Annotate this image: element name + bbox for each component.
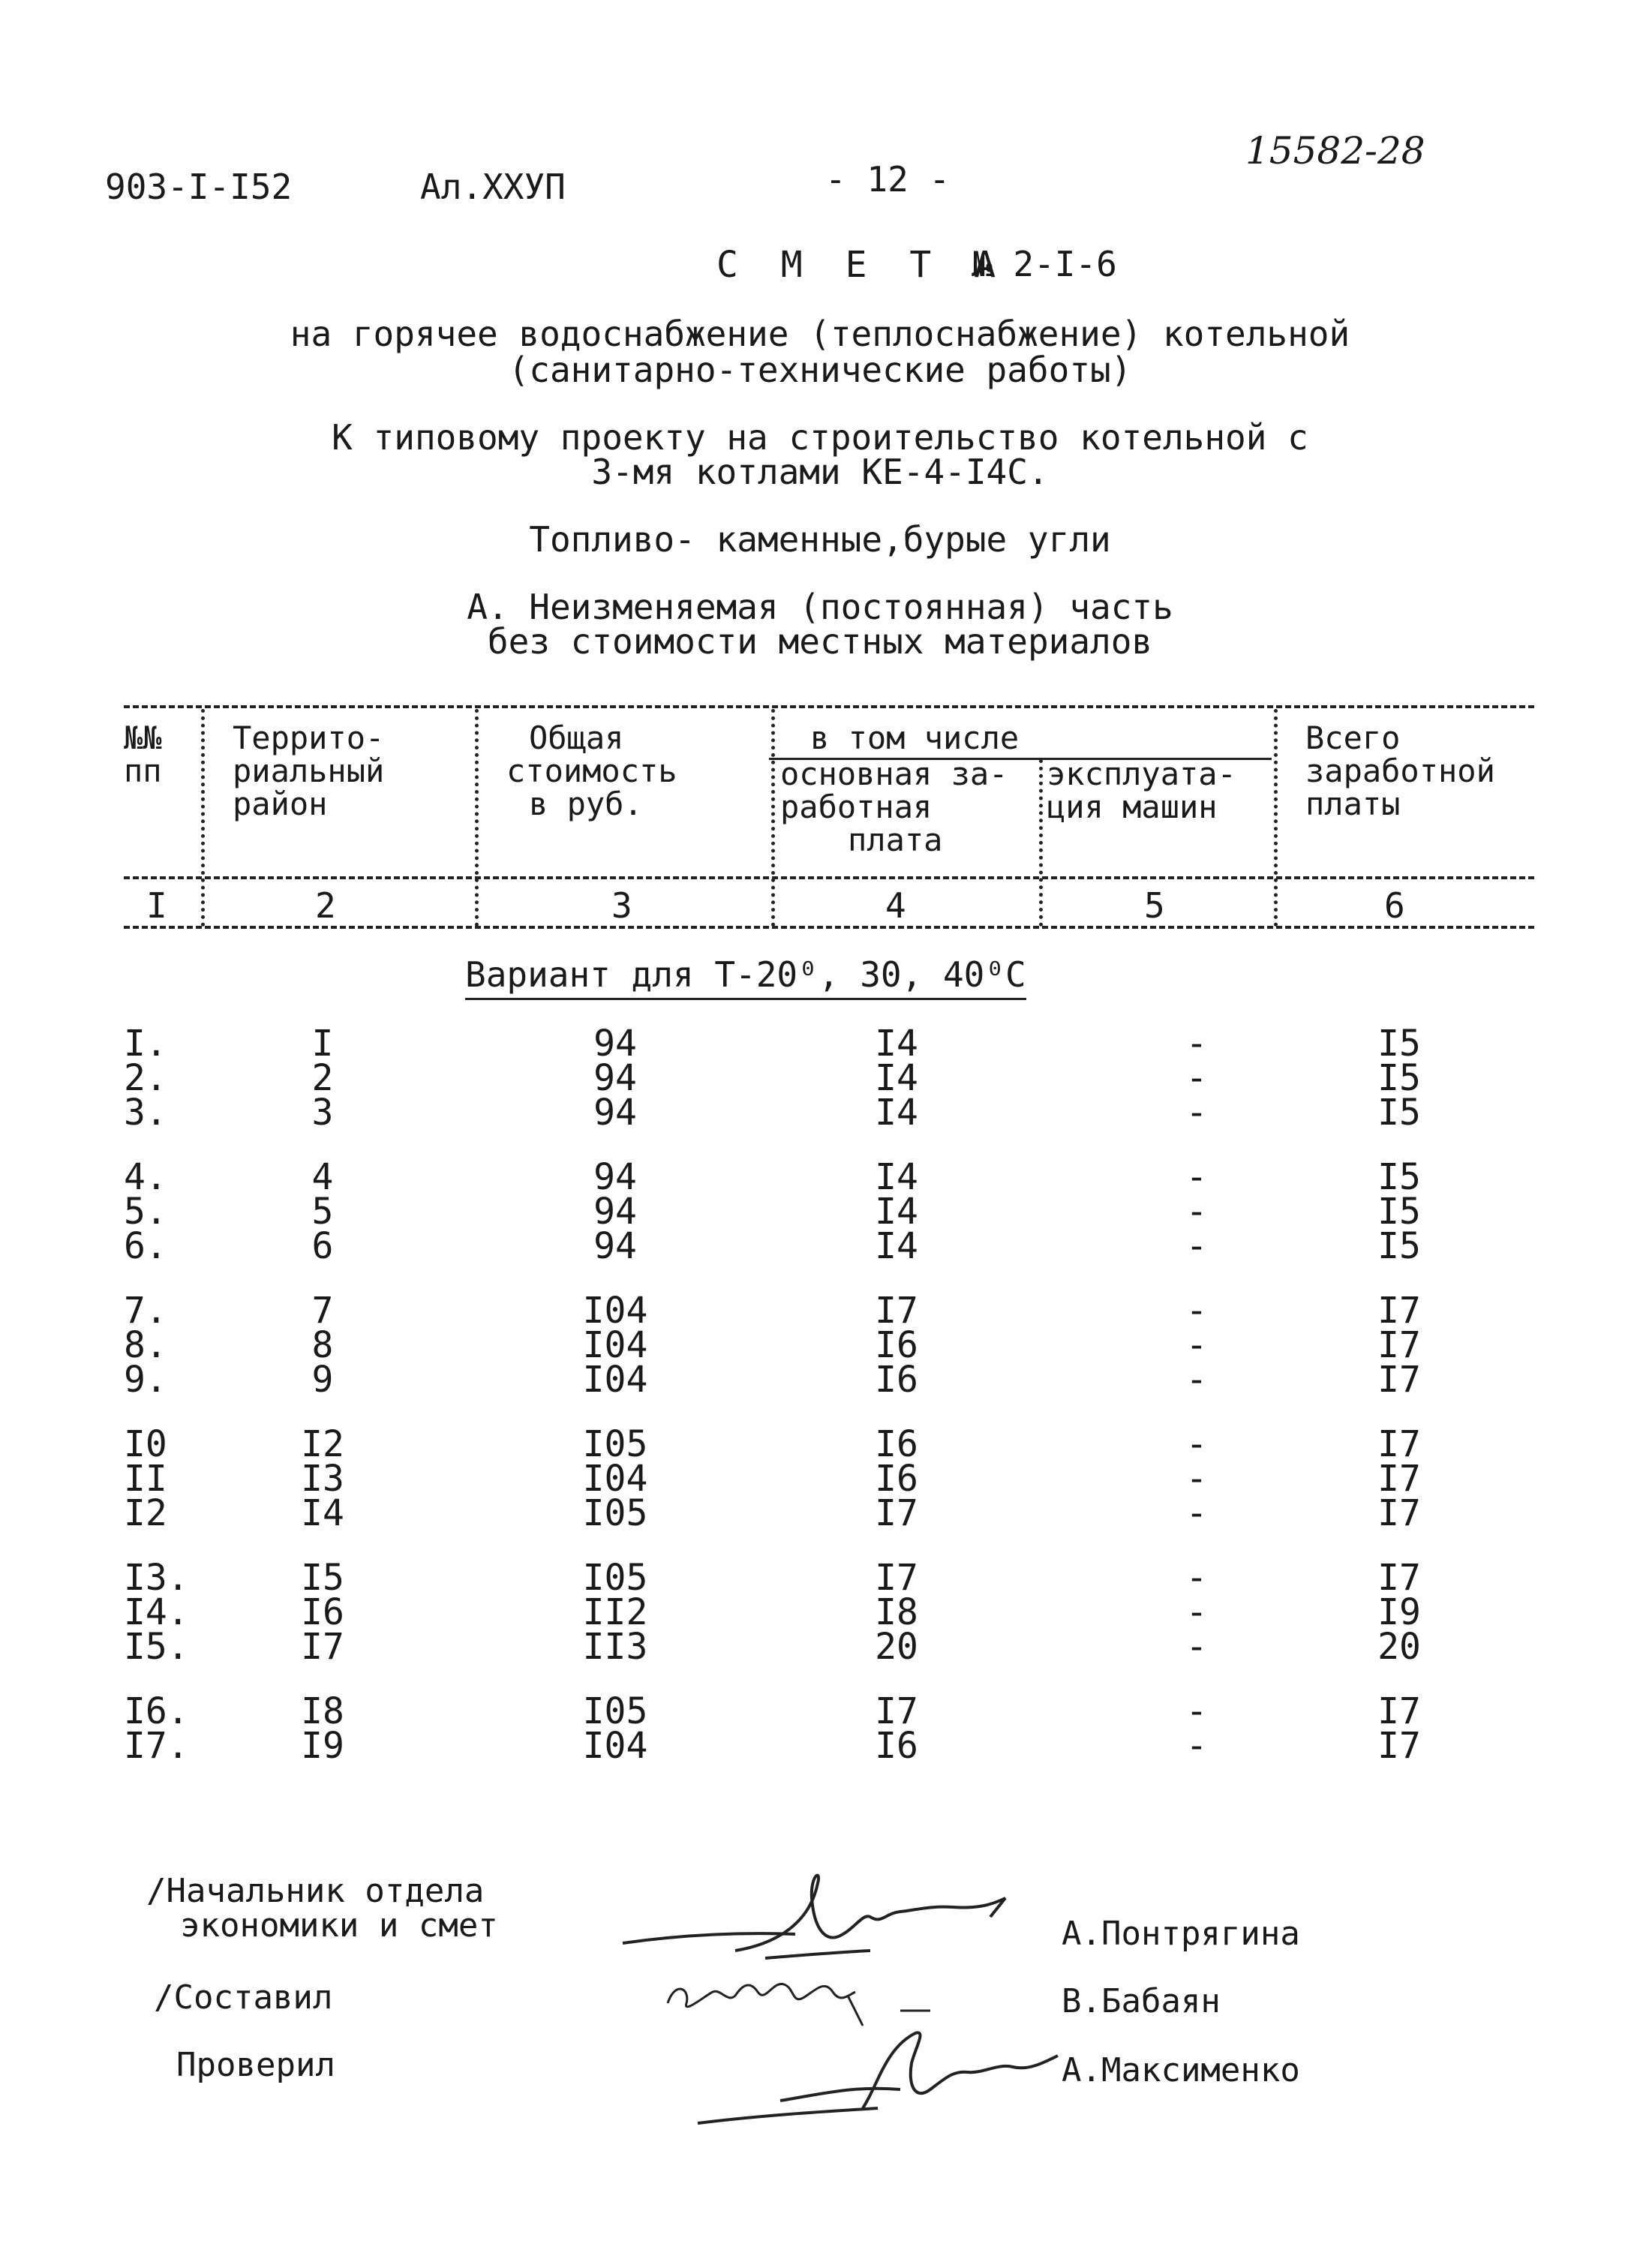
- cell-territorial-region: I7: [301, 1626, 344, 1668]
- fuel-type: Топливо- каменные,бурые угли: [529, 519, 1111, 560]
- cell-base-wages: I4: [875, 1225, 918, 1267]
- cell-territorial-region: 4: [311, 1156, 334, 1198]
- cell-base-wages: I6: [875, 1725, 918, 1767]
- cell-total-cost: 94: [593, 1191, 637, 1233]
- column-divider-2: [475, 709, 479, 927]
- cell-total-wages: I5: [1377, 1057, 1421, 1099]
- column-number-4: 4: [885, 885, 906, 926]
- part-title-line-1: А. Неизменяемая (постоянная) часть: [467, 587, 1173, 627]
- cell-machine-operation: -: [1185, 1591, 1208, 1633]
- cell-machine-operation: -: [1185, 1492, 1208, 1534]
- head-of-department-name: А.Понтрягина: [1062, 1915, 1300, 1953]
- cell-base-wages: I4: [875, 1191, 918, 1233]
- cell-row-number: I.: [124, 1023, 167, 1065]
- head-of-department-label: /Начальник отдела экономики и смет: [146, 1872, 498, 1945]
- description-line-1: на горячее водоснабжение (теплоснабжение) котельной: [290, 314, 1350, 354]
- cell-machine-operation: -: [1185, 1156, 1208, 1198]
- column-divider-5: [1274, 709, 1278, 927]
- cell-base-wages: I7: [875, 1290, 918, 1332]
- cell-total-cost: I04: [582, 1359, 648, 1401]
- signature-checker: [690, 2018, 1065, 2138]
- cell-total-cost: I04: [582, 1725, 648, 1767]
- header-total-wages: Всего заработной платы: [1305, 719, 1495, 822]
- cell-row-number: 7.: [124, 1290, 167, 1332]
- cell-row-number: II: [124, 1458, 167, 1500]
- cell-total-cost: I05: [582, 1557, 648, 1599]
- cell-base-wages: I6: [875, 1324, 918, 1366]
- cell-base-wages: I4: [875, 1023, 918, 1065]
- cell-territorial-region: I: [311, 1023, 334, 1065]
- cell-machine-operation: -: [1185, 1092, 1208, 1134]
- header-territorial-region: Террито- риальный район: [233, 719, 385, 822]
- cell-total-wages: I7: [1377, 1359, 1421, 1401]
- cell-total-wages: I9: [1377, 1591, 1421, 1633]
- header-row-number: №№ пп: [124, 719, 162, 789]
- column-number-3: 3: [611, 885, 632, 926]
- cell-territorial-region: I5: [301, 1557, 344, 1599]
- cell-machine-operation: -: [1185, 1225, 1208, 1267]
- cell-machine-operation: -: [1185, 1324, 1208, 1366]
- header-machine-operation: эксплуата- ция машин: [1047, 755, 1236, 825]
- cell-total-wages: I7: [1377, 1690, 1421, 1732]
- archive-number: 15582-28: [1245, 129, 1425, 173]
- cell-total-cost: I05: [582, 1423, 648, 1465]
- checked-by-name: А.Максименко: [1062, 2051, 1300, 2089]
- checked-by-label: Проверил: [176, 2046, 335, 2084]
- cell-row-number: 3.: [124, 1092, 167, 1134]
- cell-row-number: I5.: [124, 1626, 189, 1668]
- cell-total-cost: I04: [582, 1290, 648, 1332]
- cell-total-wages: I5: [1377, 1225, 1421, 1267]
- cell-row-number: I3.: [124, 1557, 189, 1599]
- column-divider-1: [201, 709, 205, 927]
- cell-total-cost: 94: [593, 1092, 637, 1134]
- cell-total-cost: 94: [593, 1023, 637, 1065]
- estimate-number: № 2-I-6: [972, 244, 1117, 284]
- cell-total-cost: 94: [593, 1156, 637, 1198]
- column-divider-4: [1039, 759, 1043, 927]
- cell-total-cost: 94: [593, 1225, 637, 1267]
- cell-total-wages: I7: [1377, 1324, 1421, 1366]
- cell-base-wages: I6: [875, 1423, 918, 1465]
- cell-total-wages: I7: [1377, 1557, 1421, 1599]
- compiled-by-label: /Составил: [154, 1978, 333, 2017]
- cell-territorial-region: 7: [311, 1290, 334, 1332]
- cell-base-wages: I4: [875, 1156, 918, 1198]
- cell-territorial-region: 2: [311, 1057, 334, 1099]
- cell-row-number: I7.: [124, 1725, 189, 1767]
- cell-total-cost: I04: [582, 1458, 648, 1500]
- cell-base-wages: I6: [875, 1359, 918, 1401]
- cell-territorial-region: I4: [301, 1492, 344, 1534]
- cell-base-wages: I7: [875, 1557, 918, 1599]
- cell-territorial-region: 5: [311, 1191, 334, 1233]
- page-number: - 12 -: [825, 159, 951, 200]
- cell-total-cost: I04: [582, 1324, 648, 1366]
- header-including: в том числе: [810, 719, 1020, 756]
- header-total-cost: Общая стоимость в руб.: [506, 719, 677, 822]
- album-label: Ал.ХХУП: [420, 167, 566, 207]
- cell-machine-operation: -: [1185, 1557, 1208, 1599]
- cell-row-number: I2: [124, 1492, 167, 1534]
- cell-machine-operation: -: [1185, 1458, 1208, 1500]
- cell-total-wages: 20: [1377, 1626, 1421, 1668]
- cell-base-wages: 20: [875, 1626, 918, 1668]
- cell-base-wages: I7: [875, 1690, 918, 1732]
- cell-row-number: 2.: [124, 1057, 167, 1099]
- cell-territorial-region: 6: [311, 1225, 334, 1267]
- cell-machine-operation: -: [1185, 1423, 1208, 1465]
- description-line-3: К типовому проекту на строительство котельной с: [332, 417, 1308, 458]
- variant-heading: Вариант для Т-20⁰, 30, 40⁰С: [465, 954, 1026, 995]
- part-title-line-2: без стоимости местных материалов: [487, 621, 1153, 662]
- cell-machine-operation: -: [1185, 1690, 1208, 1732]
- cell-total-wages: I5: [1377, 1092, 1421, 1134]
- cell-total-wages: I7: [1377, 1423, 1421, 1465]
- cell-base-wages: I8: [875, 1591, 918, 1633]
- cell-machine-operation: -: [1185, 1290, 1208, 1332]
- cell-territorial-region: 8: [311, 1324, 334, 1366]
- cell-total-cost: II3: [582, 1626, 648, 1668]
- cell-territorial-region: 3: [311, 1092, 334, 1134]
- cell-total-wages: I7: [1377, 1492, 1421, 1534]
- cell-machine-operation: -: [1185, 1191, 1208, 1233]
- cell-base-wages: I6: [875, 1458, 918, 1500]
- cell-total-cost: I05: [582, 1690, 648, 1732]
- document-title: С М Е Т А: [716, 244, 1007, 286]
- column-number-2: 2: [315, 885, 336, 926]
- cell-machine-operation: -: [1185, 1057, 1208, 1099]
- cell-row-number: 6.: [124, 1225, 167, 1267]
- column-number-1: I: [146, 885, 167, 926]
- cell-total-cost: 94: [593, 1057, 637, 1099]
- cell-territorial-region: I9: [301, 1725, 344, 1767]
- description-line-2: (санитарно-технические работы): [508, 350, 1132, 390]
- cell-territorial-region: I2: [301, 1423, 344, 1465]
- document-code: 903-I-I52: [105, 167, 293, 207]
- cell-machine-operation: -: [1185, 1725, 1208, 1767]
- cell-total-wages: I7: [1377, 1290, 1421, 1332]
- cell-total-wages: I7: [1377, 1725, 1421, 1767]
- cell-base-wages: I4: [875, 1057, 918, 1099]
- cell-territorial-region: I8: [301, 1690, 344, 1732]
- cell-total-wages: I5: [1377, 1191, 1421, 1233]
- cell-base-wages: I4: [875, 1092, 918, 1134]
- cell-territorial-region: I3: [301, 1458, 344, 1500]
- cell-total-cost: I05: [582, 1492, 648, 1534]
- cell-row-number: I0: [124, 1423, 167, 1465]
- column-number-6: 6: [1384, 885, 1405, 926]
- cell-territorial-region: 9: [311, 1359, 334, 1401]
- cell-territorial-region: I6: [301, 1591, 344, 1633]
- cell-total-cost: II2: [582, 1591, 648, 1633]
- cell-total-wages: I5: [1377, 1156, 1421, 1198]
- table-header-rule: [124, 876, 1534, 879]
- compiled-by-name: В.Бабаян: [1062, 1982, 1221, 2020]
- cell-total-wages: I7: [1377, 1458, 1421, 1500]
- cell-machine-operation: -: [1185, 1626, 1208, 1668]
- cell-row-number: 8.: [124, 1324, 167, 1366]
- header-base-wages: основная за- работная плата: [780, 755, 1008, 858]
- table-number-rule: [124, 926, 1534, 929]
- cell-row-number: I4.: [124, 1591, 189, 1633]
- description-line-4: 3-мя котлами КЕ-4-I4С.: [591, 452, 1049, 492]
- cell-row-number: 9.: [124, 1359, 167, 1401]
- cell-row-number: 4.: [124, 1156, 167, 1198]
- cell-row-number: 5.: [124, 1191, 167, 1233]
- cell-base-wages: I7: [875, 1492, 918, 1534]
- cell-total-wages: I5: [1377, 1023, 1421, 1065]
- table-top-rule: [124, 705, 1534, 708]
- cell-row-number: I6.: [124, 1690, 189, 1732]
- column-number-5: 5: [1144, 885, 1165, 926]
- cell-machine-operation: -: [1185, 1023, 1208, 1065]
- cell-machine-operation: -: [1185, 1359, 1208, 1401]
- column-divider-3: [771, 709, 775, 927]
